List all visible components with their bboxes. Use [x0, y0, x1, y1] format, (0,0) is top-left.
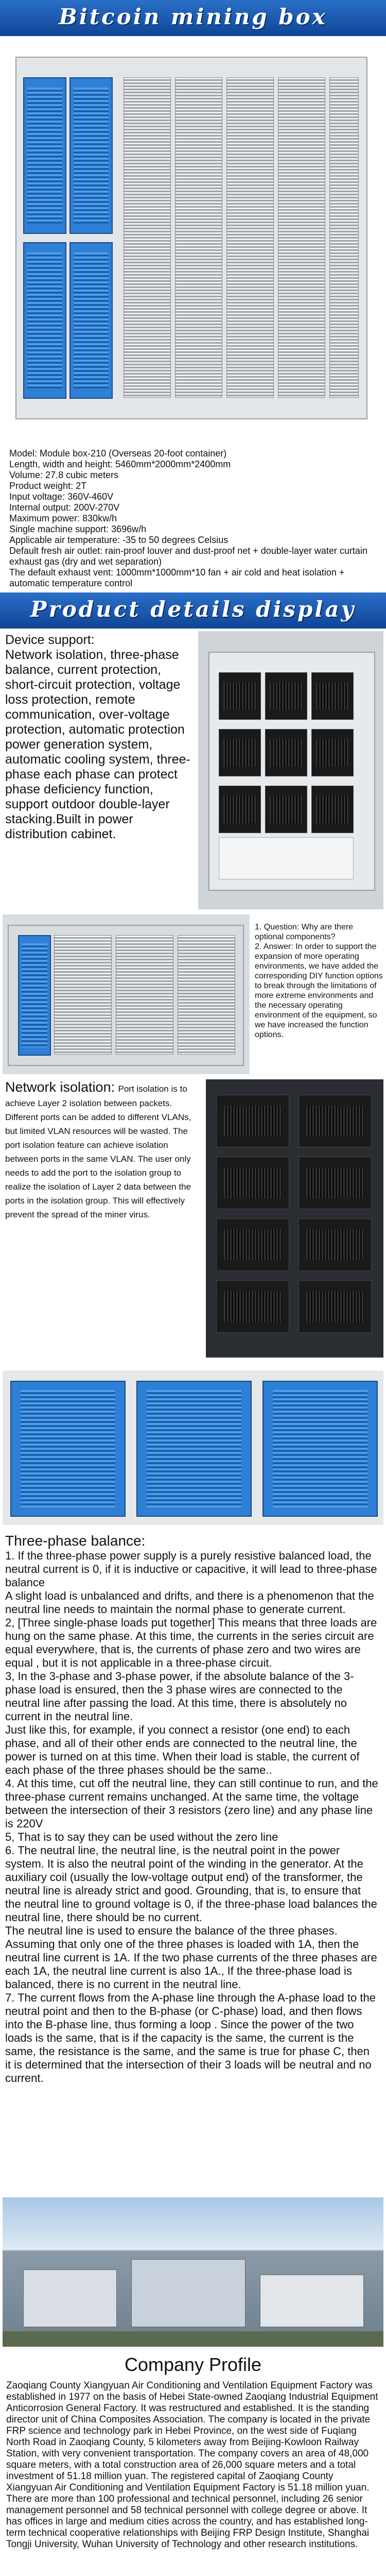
- spec-line: Model: Module box-210 (Overseas 20-foot container): [9, 448, 227, 459]
- spec-list: [9, 448, 377, 589]
- container-side-image: [3, 914, 250, 1074]
- banner-title: Bitcoin mining box: [59, 4, 327, 29]
- qa-question: 1. Question: Why are there optional components?: [255, 923, 354, 941]
- factory-aerial-image: [3, 2197, 383, 2347]
- spec-line: The default exhaust vent: 1000mm*1000mm*10 fan + air cold and heat isolation + automatic temperature control: [9, 567, 345, 588]
- spec-line: Default fresh air outlet: rain-proof louver and dust-proof net + double-layer water curtain exhaust gas (dry and wet separation): [9, 546, 367, 567]
- container-hero-image: [0, 36, 386, 438]
- spec-line: Product weight: 2T: [9, 481, 87, 491]
- spec-line: Input voltage: 360V-460V: [9, 492, 114, 502]
- qa-answer: 2. Answer: In order to support the expansion of more operating environments, we have added the corresponding DIY function options to break through the limitations of more extreme environments and the necessary operating environment of the equipment, so we have increased the function options.: [255, 942, 383, 1039]
- network-equipment-image: [206, 1079, 383, 1358]
- three-phase-paragraph: The neutral line is used to ensure the balance of the three phases. Assuming that only one of the three phases is loaded with 1A, then the neutral line current is 1A. If the two phase currents of the three phases are each 1A, the neutral line current is also 1A., If the three-phase load is balanced, there is no current in the neutral line.: [5, 1924, 377, 1991]
- spec-line: Internal output: 200V-270V: [9, 502, 120, 513]
- three-phase-paragraph: 4. At this time, cut off the neutral line, they can still continue to run, and the three-phase current remains unchanged. At the same time, the voltage between the intersection of their 3 resistors (zero line) and any phase line is 220V: [5, 1777, 378, 1830]
- details-banner: [0, 592, 386, 629]
- container-interior-image: [198, 631, 383, 909]
- network-isolation-body: Port isolation is to achieve Layer 2 isolation between packets. Different ports can be added to different VLANs, but limited VLAN resources will be wasted. The port isolation feature can achieve isolation between ports in the same VLAN. The user only needs to add the port to the isolation group to realize the isolation of Layer 2 data between the ports in the isolation group. This will effectively prevent the spread of the miner virus.: [5, 1084, 191, 1219]
- network-isolation-block: [5, 1079, 203, 1221]
- three-phase-paragraph: 7. The current flows from the A-phase line through the A-phase load to the neutral point and then to the B-phase (or C-phase) load, and then flows into the B-phase line, thus forming a loop . Since the power of the two loads is the same, that is if the capacity is the same, the current is the same, the resistance is the same, and the same is true for phase C, then it is determined that the intersection of their 3 loads will be neutral and no current.: [5, 1991, 376, 2084]
- three-phase-paragraph: Just like this, for example, if you connect a resistor (one end) to each phase, and all of their other ends are connected to the neutral line, the power is turned on at this time. When their load is stable, the current of each phase of the three phases should be the same..: [5, 1723, 360, 1776]
- spec-line: Length, width and height: 5460mm*2000mm*2400mm: [9, 459, 231, 469]
- three-phase-paragraph: 5, That is to say they can be used without the zero line: [5, 1831, 278, 1843]
- qa-text: [255, 922, 383, 1040]
- spec-line: Applicable air temperature: -35 to 50 degrees Celsius: [9, 535, 229, 545]
- spec-line: Single machine support: 3696w/h: [9, 524, 147, 534]
- top-banner: [0, 0, 386, 36]
- company-profile-body: Zaoqiang County Xiangyuan Air Conditioning and Ventilation Equipment Factory was established in 1977 on the basis of Hebei State-owned Zaoqiang Industrial Equipment Anticorrosion General Factory. It was restructured and established. It is the standing director unit of China Composites Association. The company is located in the private FRP science and technology park in Hebei Province, on the west side of Fuqiang North Road in Zaoqiang County, 5 kilometers away from Beijing-Kowloon Railway Station, with very convenient transportation. The company covers an area of 48,000 square meters, with a total construction area of 26,000 square meters and a total investment of 51.18 million yuan. The registered capital of Zaoqiang County Xiangyuan Air Conditioning and Ventilation Equipment Factory is 51.18 million yuan. There are more than 100 professional and technical personnel, including 26 senior management personnel and 58 technical personnel with college degree or above. It has offices in large and medium cities across the country, and has established long-term technical cooperative relationships with Beijing FRP Design Institute, Shanghai Tongji University, Wuhan University of Technology and other research institutions.: [6, 2380, 378, 2550]
- fan-wall-image: [3, 1370, 383, 1525]
- three-phase-paragraph: 6. The neutral line, the neutral line, is the neutral point in the power system. It is also the neutral point of the winding in the generator. At the auxiliary coil (usually the low-voltage output end) of the transformer, the neutral line is already strict and good. Grounding, that is, to ensure that the neutral line to ground voltage is 0, if the three-phase load balances the neutral line, there should be no current.: [5, 1844, 377, 1924]
- company-profile-title: Company Profile: [124, 2354, 262, 2375]
- three-phase-paragraph: A slight load is unbalanced and drifts, and there is a phenomenon that the neutral line needs to maintain the normal phase to generate current.: [5, 1589, 374, 1616]
- three-phase-paragraph: 1. If the three-phase power supply is a purely resistive balanced load, the neutral current is 0, if it is inductive or capacitive, it will lead to three-phase balance: [5, 1549, 377, 1589]
- device-support-text: Device support: Network isolation, three-phase balance, current protection, short-circuit protection, voltage loss protection, remote communication, over-voltage protection, automatic protection power generation system, automatic cooling system, three-phase each phase can protect phase deficiency function, support outdoor double-layer stacking.Built in power distribution cabinet.: [5, 633, 190, 841]
- details-title: Product details display: [30, 597, 356, 622]
- three-phase-heading: Three-phase balance:: [5, 1533, 146, 1549]
- three-phase-paragraph: 3, In the 3-phase and 3-phase power, if the absolute balance of the 3-phase load is ensured, then the 3 phase wires are connected to the neutral line after passing the load. At this time, there is absolutely no current in the neutral line.: [5, 1670, 354, 1723]
- three-phase-section: [5, 1533, 378, 2085]
- three-phase-paragraph: 2, [Three single-phase loads put together] This means that three loads are hung on the same phase. At this time, the currents in the series circuit are equal everywhere, that is, the currents of phase zero and two wires are equal , but it is not applicable in a three-phase circuit.: [5, 1616, 377, 1669]
- spec-line: Volume: 27.8 cubic meters: [9, 470, 119, 480]
- network-isolation-heading: Network isolation:: [5, 1079, 115, 1095]
- spec-line: Maximum power: 830kw/h: [9, 513, 117, 523]
